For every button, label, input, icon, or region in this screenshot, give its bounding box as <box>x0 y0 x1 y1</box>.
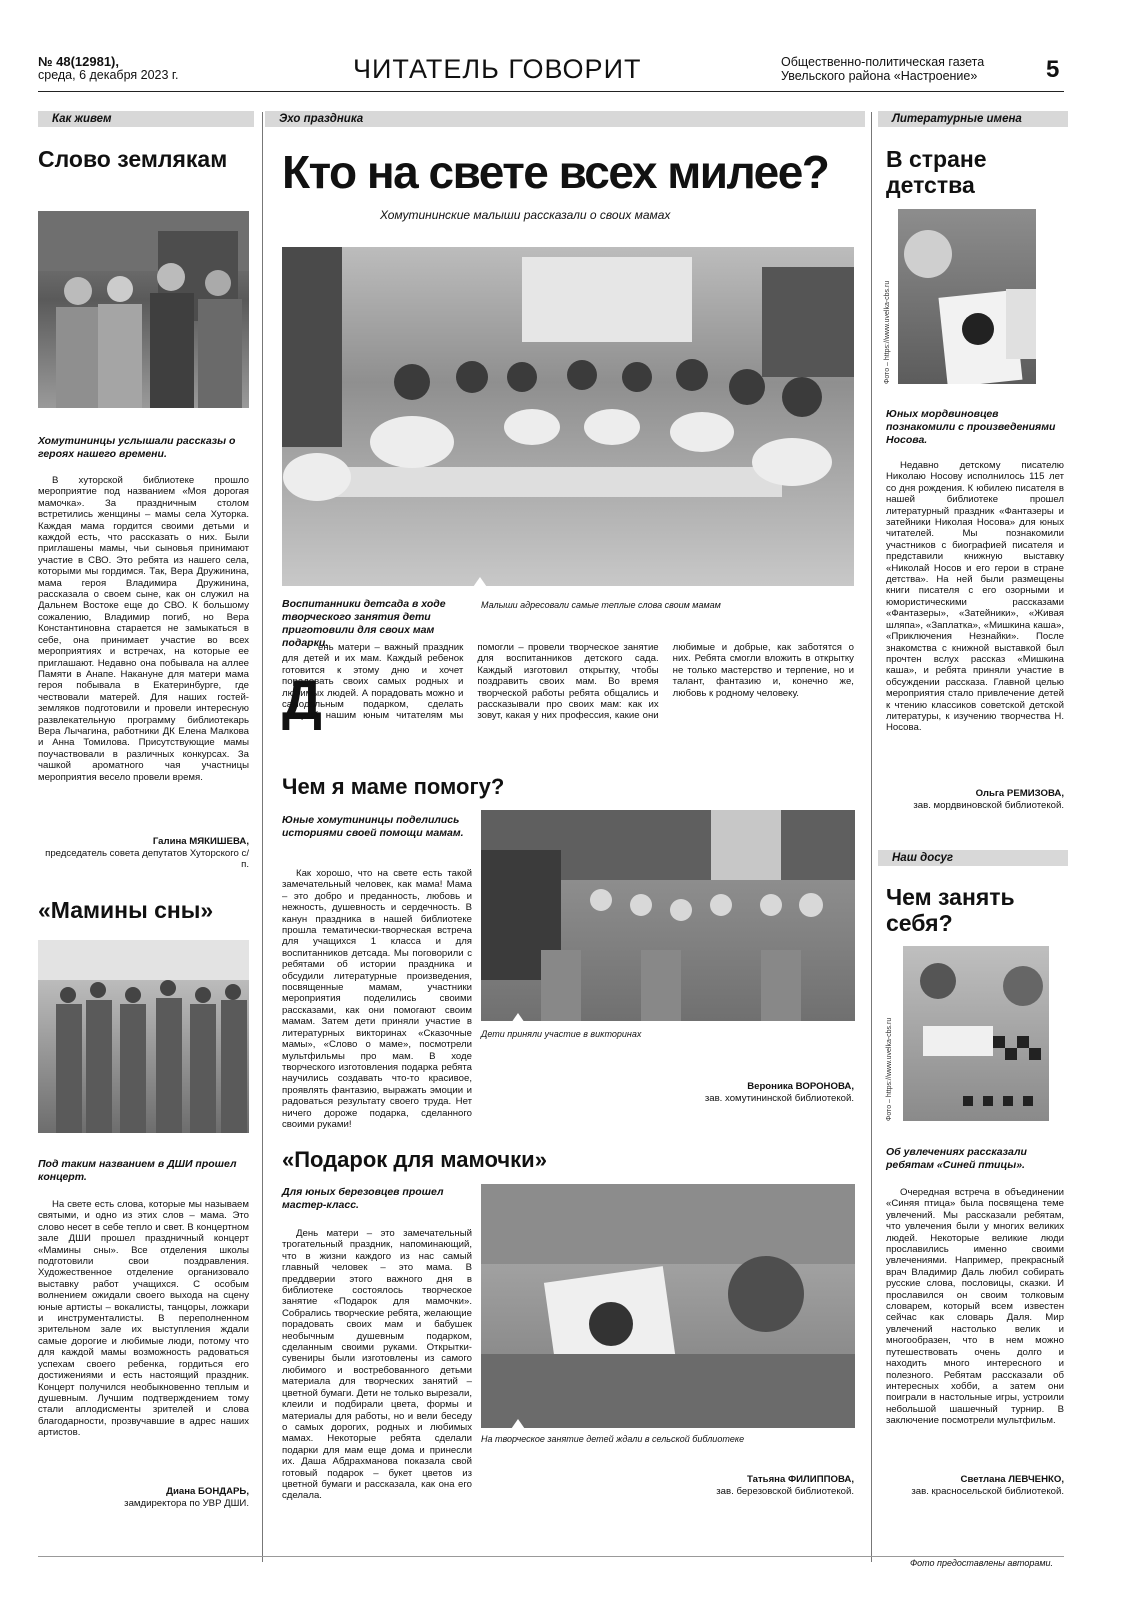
photo-concert-girls <box>38 940 249 1133</box>
signature-slovo: Галина МЯКИШЕВА, председатель совета депутатов Хуторского с/п. <box>45 836 249 870</box>
article-title-chem-zanyat: Чем занять себя? <box>886 884 1015 936</box>
signature-v-strane: Ольга РЕМИЗОВА, зав. мордвиновской библиотекой. <box>913 788 1064 811</box>
body-kto-na-svete: ень матери – важный праздник для детей и их мам. Каждый ребенок готовится к этому дню и хочет порадовать своих самых родных и любимых людей. А порадовать можно и самодельным подарком, сделать который нашим юным читателям мы помогли – провели творческое занятие для воспитанников детского сада. Каждый изготовил открытку, чтобы поздравить своих мам. Во время творческой работы ребята общались и рассказывали про своих мам: как их зовут, какая у них профессия, какие они любимые и добрые, как заботятся о них. Ребята смогли вложить в открытку не только мастерство и терпение, но и талант, фантазию и, конечно же, любовь к родному человеку. <box>282 642 854 722</box>
paper-name-line2: Увельского района «Настроение» <box>781 69 978 83</box>
body-podarok: День матери – это замечательный трогательный праздник, напоминающий, что в жизни каждого из нас самый главный человек – это мама. В преддверии этого важного дня в библиотеке состоялось творческое занятие «Подарок для мамочки». Собрались творческие ребята, желающие порадовать своих мам и бабушек необычным душевным подарком, сделанным своими руками. Открытки-сувениры были изготовлены из самого любимого и востребованного детьми материала для творческих занятий – цветной бумаги. Дети не только вырезали, клеили и подбирали цвета, формы и материалы для работы, но и вели беседу о самых дорогих, родных и любимых мамах. Некоторые ребята сделали подарки для мам еще дома и принесли их. Даша Абдрахманова показала свой готовый подарок – букет цветов из цветной бумаги и рассказала, как она его сделала. <box>282 1228 473 1502</box>
article-title-v-strane: В стране детства <box>886 146 987 198</box>
lead-chem-ya-mame: Юные хомутининцы поделились историями своей помощи мамам. <box>282 814 464 839</box>
caption-podarok: На творческое занятие детей ждали в сельской библиотеке <box>481 1434 745 1444</box>
issue-number: № 48(12981), <box>38 54 119 69</box>
page-number: 5 <box>1046 56 1060 83</box>
photo-women-library <box>38 211 249 408</box>
article-title-chem-ya-mame: Чем я маме помогу? <box>282 774 505 799</box>
article-title-maminy-sny: «Мамины сны» <box>38 897 214 923</box>
caption-chem-ya-mame: Дети приняли участие в викторинах <box>481 1029 642 1039</box>
photo-credit-games: Фото – https://www.uvelka-cbs.ru <box>886 1017 893 1121</box>
photo-nosov-exhibition <box>898 209 1036 384</box>
article-title-slovo: Слово землякам <box>38 146 228 172</box>
signature-chem-zanyat: Светлана ЛЕВЧЕНКО, зав. красносельской библиотекой. <box>911 1474 1064 1497</box>
footer-photo-credit: Фото предоставлены авторами. <box>910 1558 1054 1568</box>
dropcap: Д <box>282 668 322 731</box>
article-title-podarok: «Подарок для мамочки» <box>282 1147 547 1172</box>
rubric-left: Как живем <box>38 111 254 127</box>
issue-date: среда, 6 декабря 2023 г. <box>38 68 179 82</box>
rubric-right-2: Наш досуг <box>878 850 1068 866</box>
caption-marker <box>471 577 489 590</box>
lead-maminy-sny: Под таким названием в ДШИ прошел концерт. <box>38 1158 237 1183</box>
masthead-rule <box>38 91 1064 92</box>
photo-craft-cards <box>481 1184 855 1428</box>
caption-marker-2 <box>509 1013 527 1026</box>
photo-board-games <box>903 946 1049 1121</box>
lead-v-strane: Юных мордвиновцев познакомили с произведениями Носова. <box>886 408 1056 446</box>
signature-podarok: Татьяна ФИЛИППОВА, зав. березовской библиотекой. <box>716 1474 854 1497</box>
paper-name-line1: Общественно-политическая газета <box>781 55 985 69</box>
photo-kindergarten-cards <box>282 247 854 586</box>
photo-credit-nosov: Фото – https://www.uvelka-cbs.ru <box>884 280 891 384</box>
signature-maminy-sny: Диана БОНДАРЬ, замдиректора по УВР ДШИ. <box>124 1486 249 1509</box>
footer-rule <box>38 1556 1064 1557</box>
lead-slovo: Хомутининцы услышали рассказы о героях нашего времени. <box>38 435 236 460</box>
column-divider-right <box>871 112 872 1562</box>
lead-chem-zanyat: Об увлечениях рассказали ребятам «Синей птицы». <box>886 1146 1027 1171</box>
section-title: ЧИТАТЕЛЬ ГОВОРИТ <box>353 54 642 84</box>
body-v-strane: Недавно детскому писателю Николаю Носову исполнилось 115 лет со дня рождения. К юбилею писателя в нашей библиотеке прошел литературный праздник «Фантазеры и затейники Николая Носова» для юных читателей. Мы познакомили участников с биографией писателя и представили книжную выставку «Николай Носов и его герои в стране детства». На ней были размещены книги писателя с его озорными и юмористическими рассказами «Фантазеры», «Затейники», «Живая шляпа», «Заплатка», «Мишкина каша», «Приключения Незнайки». После знакомства с книжной выставкой был прочтен вслух рассказ «Мишкина каша», и ребята приняли участие в обсуждении рассказа. Главной целью мероприятия стало привлечение детей к чтению классиков советской детской литературы, к изучению творчества Н. Носова. <box>886 460 1064 734</box>
lead-kto-na-svete: Воспитанники детсада в ходе творческого занятия дети приготовили для своих мам подарки. <box>282 598 446 649</box>
article-subtitle-kto-na-svete: Хомутининские малыши рассказали о своих мамах <box>380 208 671 222</box>
rubric-right: Литературные имена <box>878 111 1068 127</box>
signature-chem-ya-mame: Вероника ВОРОНОВА, зав. хомутининской библиотекой. <box>704 1081 854 1104</box>
photo-quiz-children <box>481 810 855 1021</box>
caption-marker-3 <box>509 1419 527 1432</box>
caption-kto-na-svete: Малыши адресовали самые теплые слова своим мамам <box>481 600 721 610</box>
rubric-center: Эхо праздника <box>265 111 865 127</box>
body-slovo: В хуторской библиотеке прошло мероприятие под названием «Моя дорогая мамочка». За праздничным столом встретились женщины – мамы села Хуторка. Каждая мама гордится своими детьми и каждой есть, что рассказать о них. Были приглашены мамы, чьи сыновья принимают участие в СВО. Это ребята из нашего села, которыми мы гордимся. Так, Вера Дружинина, мама героя Владимира Дружинина, рассказала о своем сыне, как он служил на Дальнем Востоке еще до СВО. К большому сожалению, Владимир погиб, но Вера Константиновна старается не замыкаться в себе, она принимает участие во всех мероприятиях и встречах, на которые ее приглашают. Недавно она побывала на аллее Памяти в Анапе. Накануне для матери мама героя побывала в Екатеринбурге, где чествовали матерей. Для наших гостей-земляков подготовили и провели интересную развлекательную программу библиотекарь Вера Лычагина, работники ДК Елена Малкова и Анна Томилова. Присутствующие мамы поучаствовали в различных конкурсах. За чашкой ароматного чая участницы мероприятия весело провели время. <box>38 475 249 783</box>
column-divider-left <box>262 112 263 1562</box>
body-chem-ya-mame: Как хорошо, что на свете есть такой замечательный человек, как мама! Мама – это добро и преданность, любовь и нежность, душевность и сердечность. В канун праздника в нашей библиотеке прошла тематически-творческая встреча для учащихся 1 класса и для воспитанников детсада. Мы поговорили с ребятами об истории праздника и обсудили литературные произведения, посвященные мамам, участники мероприятия поделились своими рассказами, как они помогают своим мамам. Затем дети приняли участие в литературных викторинах «Сказочные мамы», «Слово о маме», посмотрели мультфильмы про мам. В ходе творческого изготовления подарка ребята научились создавать что-то красивое, проявлять фантазию, выражать эмоции и радоваться результату своего труда. Нет ничего дороже подарка, сделанного своими руками! <box>282 868 472 1130</box>
lead-podarok: Для юных березовцев прошел мастер-класс. <box>282 1186 444 1211</box>
article-title-kto-na-svete: Кто на свете всех милее? <box>282 146 829 198</box>
body-maminy-sny: На свете есть слова, которые мы называем святыми, и одно из этих слов – мама. Это слово несет в себе тепло и свет. В концертном зале ДШИ прошел праздничный концерт «Мамины сны». Все отделения школы подготовили свои поздравления. Художественное отделение организовало выставку работ учащихся. С особым волнением ожидали своего выхода на сцену юные артисты – вокалисты, танцоры, ложкари и инструменталисты. В переполненном зрительном зале их выступления ждали самые дорогие и любимые люди, потому что для каждой мамы возможность радоваться успехам своего ребенка, гордиться его достижениями и есть настоящий праздник. Концерт получился необыкновенно теплым и душевным. Лучшим подтверждением тому стали аплодисменты зрителей и слова благодарности, прозвучавшие в адрес наших артистов. <box>38 1199 249 1439</box>
body-chem-zanyat: Очередная встреча в объединении «Синяя птица» была посвящена теме увлечений. Мы рассказали ребятам, что увлечения были у многих великих людей. Некоторые великие люди прославились именно своими увлечениями. Например, прекрасный врач Владимир Даль любил собирать русские слова, пословицы, сказки. И прославился он своим толковым словарем, который всем известен сейчас как словарь Даля. Мир увлечений настолько велик и многообразен, что в нем можно путешествовать очень долго и находить много интересного и полезного. Ребятам рассказали об интересных хобби, а затем они поиграли в настольные игры, устроили небольшой шашечный турнир. В заключение посмотрели мультфильм. <box>886 1187 1064 1427</box>
